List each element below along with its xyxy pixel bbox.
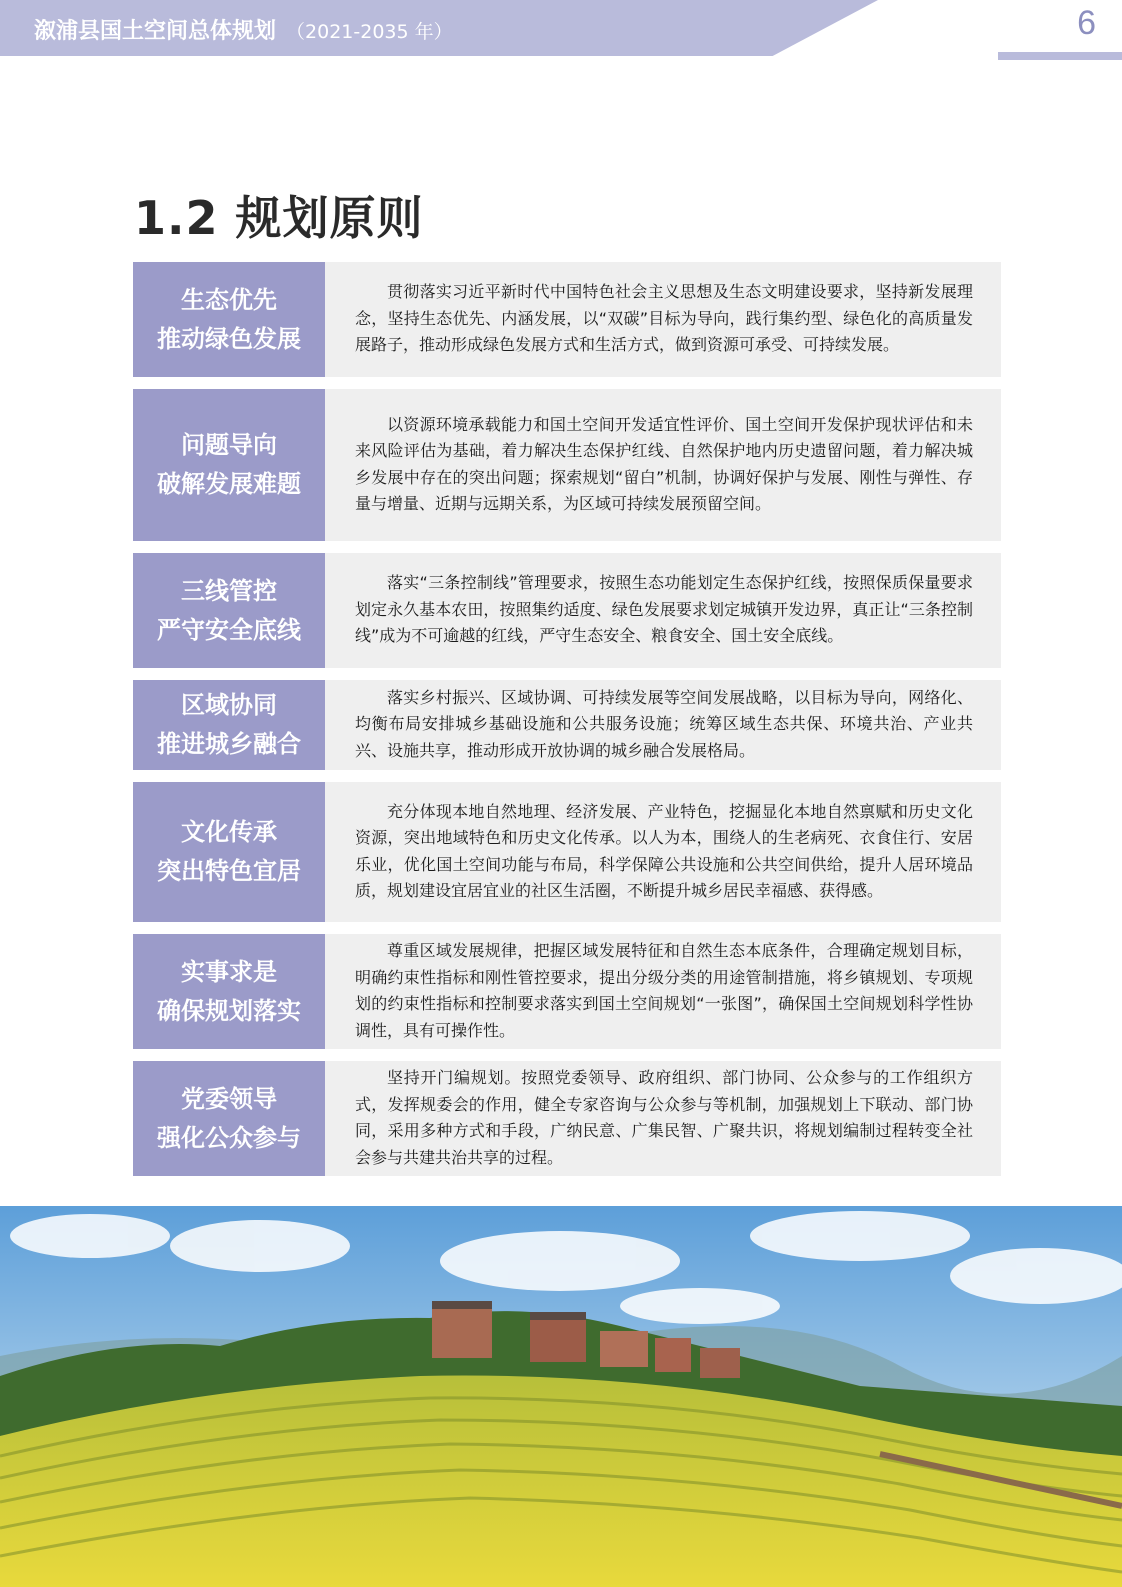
page-number: 6 (1077, 4, 1096, 42)
principle-label-line1: 党委领导 (181, 1084, 277, 1113)
principle-label-line2: 严守安全底线 (157, 615, 301, 644)
principle-text (325, 934, 1001, 1049)
terraced-fields-photo (0, 1206, 1122, 1587)
principle-text-content: 贯彻落实习近平新时代中国特色社会主义思想及生态文明建设要求，坚持新发展理念，坚持生态优先、内涵发展，以“双碳”目标为导向，践行集约型、绿色化的高质量发展路子，推动形成绿色发展方式和生活方式，做到资源可承受、可持续发展。 (355, 282, 973, 355)
principle-text (325, 262, 1001, 377)
principle-label-line1: 三线管控 (181, 576, 277, 605)
principle-row (133, 553, 1001, 668)
document-years: （2021-2035 年） (286, 21, 453, 43)
principle-label-line1: 文化传承 (181, 818, 277, 846)
principle-text-content: 尊重区域发展规律，把握区域发展特征和自然生态本底条件，合理确定规划目标，明确约束性指标和刚性管控要求，提出分级分类的用途管制措施，将乡镇规划、专项规划的约束性指标和控制要求落实到国土空间规划“一张图”，确保国土空间规划科学性协调性，具有可操作性。 (355, 941, 973, 1040)
principle-label (133, 1061, 325, 1176)
section-title: 1.2 规划原则 (134, 191, 424, 245)
principle-text (325, 680, 1001, 770)
principle-label (133, 553, 325, 668)
principle-text-content: 充分体现本地自然地理、经济发展、产业特色，挖掘显化本地自然禀赋和历史文化资源，突出地域特色和历史文化传承。以人为本，围绕人的生老病死、衣食住行、安居乐业，优化国土空间功能与布局，科学保障公共设施和公共空间供给，提升人居环境品质，规划建设宜居宜业的社区生活圈，不断提升城乡居民幸福感、获得感。 (355, 801, 973, 900)
principle-row (133, 680, 1001, 770)
principle-row (133, 262, 1001, 377)
principle-label-line2: 破解发展难题 (157, 470, 301, 498)
principles-list (133, 262, 1001, 1188)
document-title (34, 14, 453, 45)
principle-row (133, 934, 1001, 1049)
landscape-illustration (0, 1206, 1122, 1587)
principle-label (133, 680, 325, 770)
principle-text-content: 以资源环境承载能力和国土空间开发适宜性评价、国土空间开发保护现状评估和未来风险评估为基础，着力解决生态保护红线、自然保护地内历史遗留问题，着力解决城乡发展中存在的突出问题；探索规划“留白”机制，协调好保护与发展、刚性与弹性、存量与增量、近期与远期关系，为区域可持续发展预留空间。 (355, 414, 973, 513)
principle-row (133, 782, 1001, 922)
principle-label-line1: 问题导向 (181, 431, 277, 459)
principle-label-line2: 强化公众参与 (157, 1123, 301, 1152)
principle-label-line1: 实事求是 (181, 957, 277, 986)
principle-label-line2: 推动绿色发展 (157, 324, 301, 353)
principle-label (133, 262, 325, 377)
principle-label-line1: 生态优先 (181, 285, 277, 314)
page-number-bar (998, 52, 1122, 60)
principle-text (325, 1061, 1001, 1176)
principle-text (325, 553, 1001, 668)
principle-label (133, 782, 325, 922)
principle-row (133, 389, 1001, 541)
principle-label (133, 389, 325, 541)
principle-label-line2: 突出特色宜居 (157, 857, 301, 885)
principle-text-content: 落实“三条控制线”管理要求，按照生态功能划定生态保护红线，按照保质保量要求划定永久基本农田，按照集约适度、绿色发展要求划定城镇开发边界，真正让“三条控制线”成为不可逾越的红线，严守生态安全、粮食安全、国土安全底线。 (355, 573, 973, 646)
principle-label-line2: 推进城乡融合 (157, 730, 301, 758)
principle-label-line1: 区域协同 (181, 691, 277, 719)
document-title-text: 溆浦县国土空间总体规划 (34, 19, 277, 44)
principle-text-content: 坚持开门编规划。按照党委领导、政府组织、部门协同、公众参与的工作组织方式，发挥规委会的作用，健全专家咨询与公众参与等机制，加强规划上下联动、部门协同，采用多种方式和手段，广纳民意、广集民智、广聚共识，将规划编制过程转变全社会参与共建共治共享的过程。 (355, 1068, 973, 1167)
principle-row (133, 1061, 1001, 1176)
principle-label (133, 934, 325, 1049)
principle-label-line2: 确保规划落实 (157, 996, 301, 1025)
principle-text (325, 782, 1001, 922)
principle-text-content: 落实乡村振兴、区域协调、可持续发展等空间发展战略，以目标为导向，网络化、均衡布局安排城乡基础设施和公共服务设施；统筹区域生态共保、环境共治、产业共兴、设施共享，推动形成开放协调的城乡融合发展格局。 (355, 687, 973, 760)
principle-text (325, 389, 1001, 541)
